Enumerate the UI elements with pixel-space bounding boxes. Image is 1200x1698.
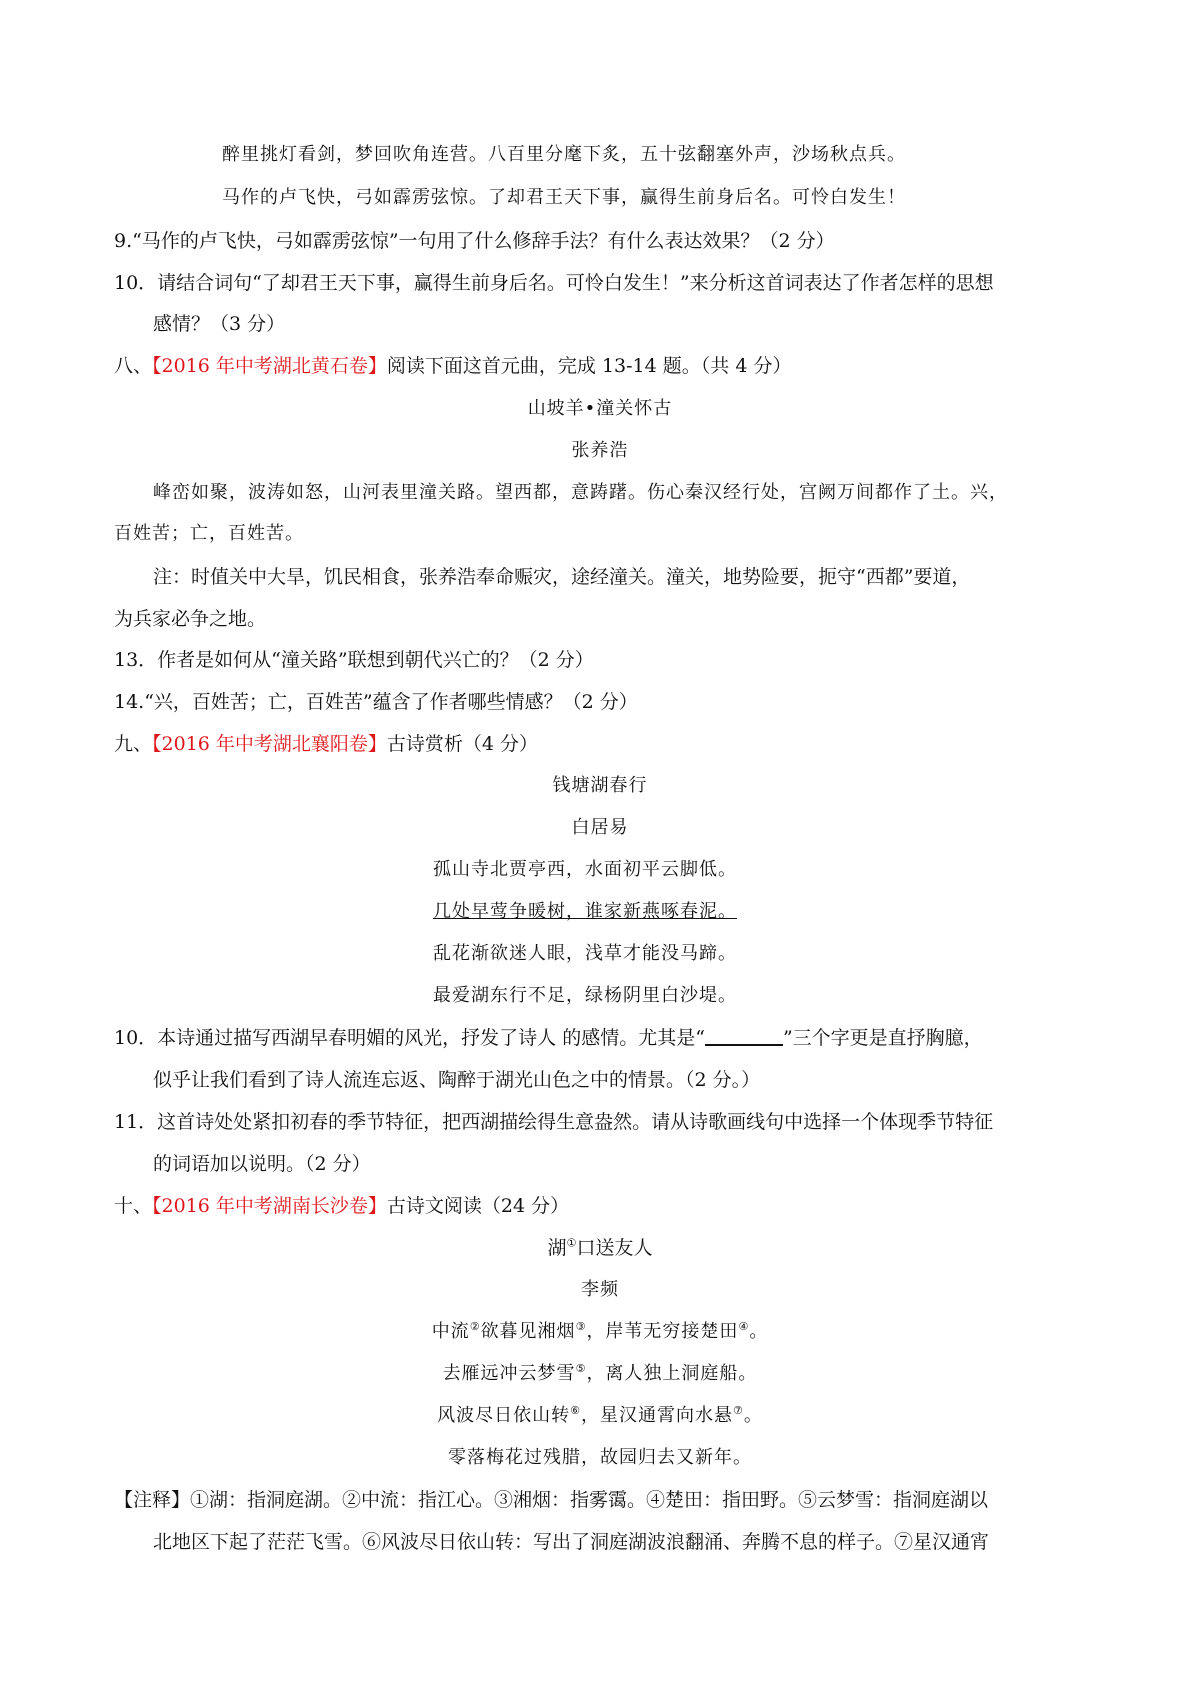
poem-text: 欲暮见湘烟 <box>480 1321 576 1342</box>
source-tag: 【2016 年中考湖南长沙卷】 <box>152 1195 387 1217</box>
poem-line: 孤山寺北贾亭西，水面初平云脚低。 <box>433 859 737 880</box>
poem-body-cont: 百姓苦；亡，百姓苦。 <box>114 523 304 544</box>
poem-author: 张养浩 <box>571 440 629 461</box>
poem-text: 。 <box>749 1321 769 1342</box>
question-10: 10．请结合词句“了却君王天下事，赢得生前身后名。可怜白发生！”来分析这首词表达了作者怎样的思想 <box>114 272 994 294</box>
footnote-mark: ⑥ <box>570 1404 581 1417</box>
poem-line: 醉里挑灯看剑，梦回吹角连营。八百里分麾下炙，五十弦翻塞外声，沙场秋点兵。 <box>222 144 906 165</box>
poem-text: ，岸苇无穷接楚田 <box>586 1321 739 1342</box>
footnote-mark: ④ <box>738 1320 750 1333</box>
poem-line: 马作的卢飞快，弓如霹雳弦惊。了却君王天下事，赢得生前身后名。可怜白发生！ <box>222 187 906 208</box>
poem-line: 乱花渐欲迷人眼，浅草才能没马蹄。 <box>433 943 737 964</box>
poem-line <box>0 1361 1200 1387</box>
poem-line: 零落梅花过残腊，故园归去又新年。 <box>448 1447 752 1468</box>
poem-line <box>0 1319 1200 1345</box>
source-tag: 【2016 年中考湖北黄石卷】 <box>152 355 387 377</box>
poem-author: 白居易 <box>571 817 629 838</box>
title-text: 口送友人 <box>576 1237 653 1259</box>
footnote-mark: ① <box>566 1236 577 1250</box>
question-9: 9.“马作的卢飞快，弓如霹雳弦惊”一句用了什么修辞手法？有什么表达效果？（2 分） <box>114 230 835 252</box>
poem-text: ，离人独上洞庭船。 <box>586 1363 758 1384</box>
question-14: 14.“兴，百姓苦；亡，百姓苦”蕴含了作者哪些情感？（2 分） <box>114 691 638 713</box>
footnote-mark: ③ <box>575 1320 587 1333</box>
poem-line: 最爱湖东行不足，绿杨阴里白沙堤。 <box>433 985 737 1006</box>
section-prefix: 九、 <box>114 733 153 755</box>
question-11: 11．这首诗处处紧扣初春的季节特征，把西湖描绘得生意盎然。请从诗歌画线句中选择一个体现季节特征 <box>114 1111 994 1133</box>
poem-line-underlined: 几处早莺争暖树，谁家新燕啄春泥。 <box>433 901 737 922</box>
note-cont: 为兵家必争之地。 <box>114 608 267 630</box>
footnote-mark: ② <box>469 1320 481 1333</box>
question-text: ”三个字更是直抒胸臆， <box>782 1027 983 1049</box>
poem-body: 峰峦如聚，波涛如怒，山河表里潼关路。望西都，意踌躇。伤心秦汉经行处，宫阙万间都作了土。兴， <box>153 482 1008 503</box>
section-8-heading <box>114 353 791 379</box>
poem-text: 风波尽日依山转 <box>437 1405 571 1426</box>
annotation-cont: 北地区下起了茫茫飞雪。⑥风波尽日依山转：写出了洞庭湖波浪翻涌、奔腾不息的样子。⑦星汉通宵 <box>153 1531 990 1553</box>
section-10-heading <box>114 1193 569 1219</box>
footnote-mark: ⑦ <box>733 1404 744 1417</box>
source-tag: 【2016 年中考湖北襄阳卷】 <box>152 733 387 755</box>
section-prefix: 八、 <box>114 355 153 377</box>
section-prefix: 十、 <box>114 1195 153 1217</box>
section-9-heading <box>114 731 538 757</box>
question-10-cont: 感情？（3 分） <box>153 313 286 335</box>
footnote-mark: ⑤ <box>575 1362 587 1375</box>
poem-title: 山坡羊•潼关怀古 <box>527 398 673 419</box>
section-instruction: 阅读下面这首元曲，完成 13-14 题。（共 4 分） <box>386 355 792 377</box>
poem-text: 中流 <box>431 1321 470 1342</box>
section-instruction: 古诗文阅读（24 分） <box>386 1195 570 1217</box>
poem-text: 。 <box>743 1405 763 1426</box>
answer-blank[interactable] <box>705 1026 783 1046</box>
question-text: 10．本诗通过描写西湖早春明媚的风光，抒发了诗人 的感情。尤其是“ <box>114 1027 705 1049</box>
annotation: 【注释】①湖：指洞庭湖。②中流：指江心。③湘烟：指雾霭。④楚田：指田野。⑤云梦雪：指洞庭湖以 <box>114 1489 989 1511</box>
question-10-b <box>114 1025 983 1051</box>
poem-title <box>0 1235 1200 1261</box>
note: 注：时值关中大旱，饥民相食，张养浩奉命赈灾，途经潼关。潼关，地势险要，扼守“西都”要道， <box>153 566 971 588</box>
poem-text: ，星汉通霄向水悬 <box>581 1405 733 1426</box>
poem-title: 钱塘湖春行 <box>552 775 648 796</box>
poem-author: 李频 <box>581 1279 619 1300</box>
question-11-cont: 的词语加以说明。（2 分） <box>153 1153 371 1175</box>
section-instruction: 古诗赏析（4 分） <box>386 733 539 755</box>
question-10-b-cont: 似乎让我们看到了诗人流连忘返、陶醉于湖光山色之中的情景。（2 分。） <box>153 1069 761 1091</box>
poem-text: 去雁远冲云梦雪 <box>442 1363 576 1384</box>
question-13: 13．作者是如何从“潼关路”联想到朝代兴亡的？（2 分） <box>114 649 594 671</box>
poem-line <box>0 1403 1200 1429</box>
title-text: 湖 <box>547 1237 567 1259</box>
